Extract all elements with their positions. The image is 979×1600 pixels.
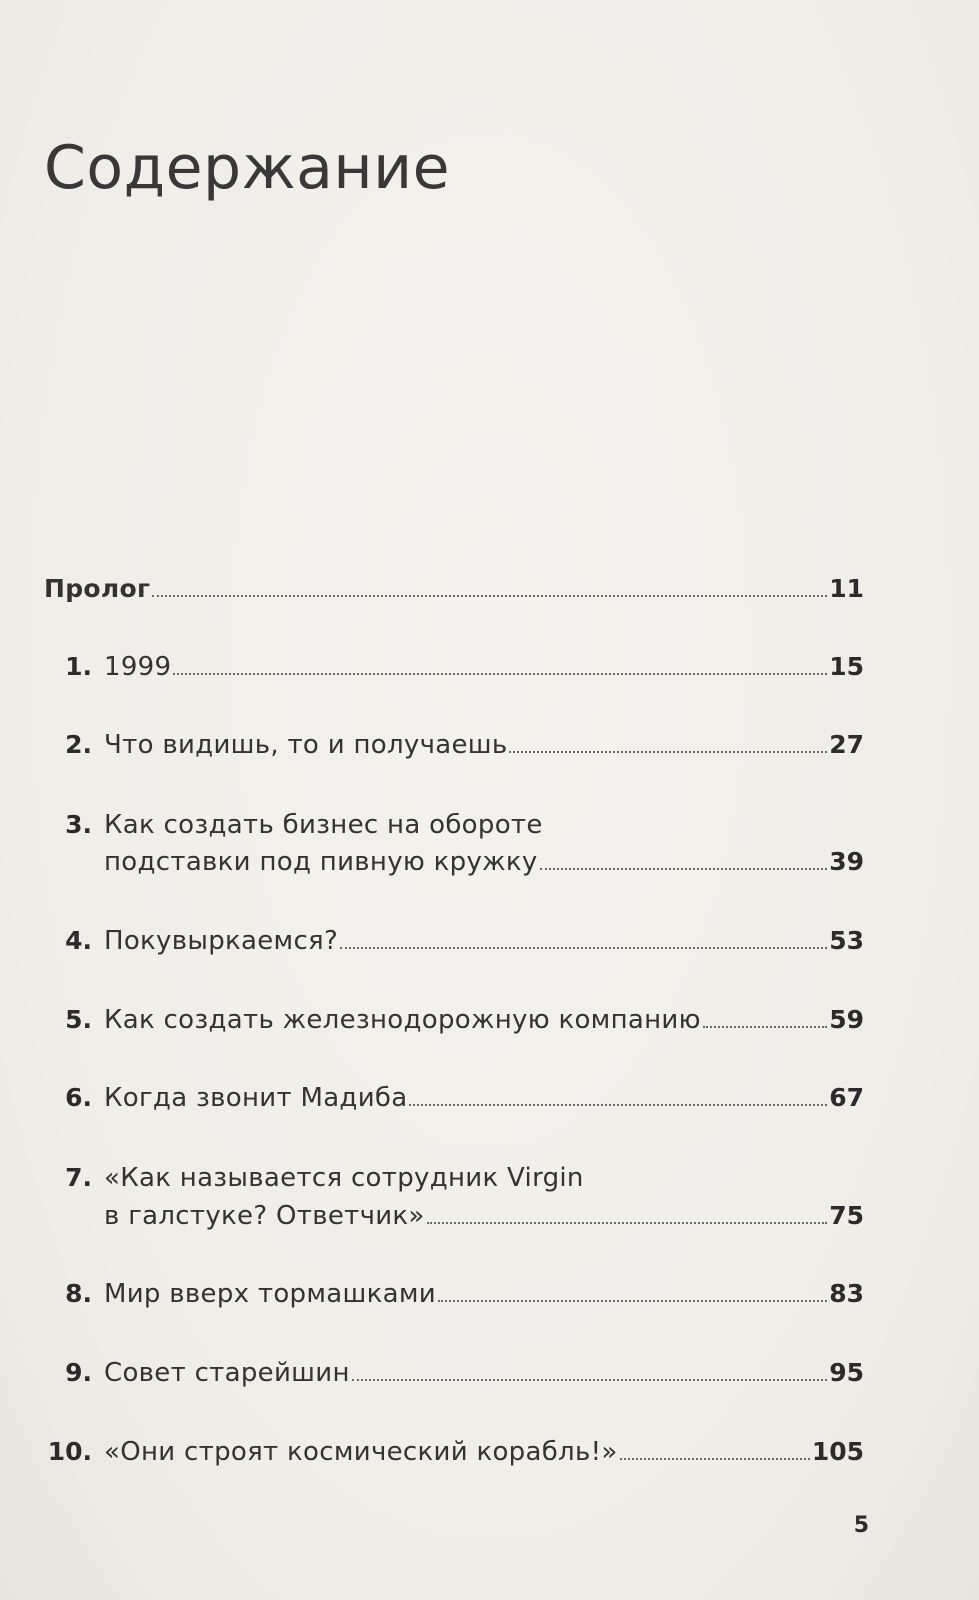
page-number: 5: [853, 1513, 869, 1538]
toc-entry-chapter-1[interactable]: [104, 650, 864, 684]
chapter-number: 5.: [65, 1005, 92, 1034]
dot-leader: [620, 1458, 810, 1460]
toc-page-number: 67: [829, 1083, 864, 1112]
toc-page-number: 27: [829, 730, 864, 759]
toc-entry-chapter-10[interactable]: [104, 1435, 864, 1469]
dot-leader: [352, 1379, 827, 1381]
chapter-number: 8.: [65, 1279, 92, 1308]
toc-page-number: 53: [829, 926, 864, 955]
chapter-number: 1.: [65, 652, 92, 681]
toc-page-number: 11: [829, 574, 864, 603]
toc-page-number: 83: [829, 1279, 864, 1308]
dot-leader: [540, 868, 828, 870]
toc-entry-prologue[interactable]: [44, 572, 864, 606]
toc-entry-chapter-3[interactable]: [104, 845, 864, 879]
dot-leader: [509, 751, 827, 753]
chapter-title-continued: в галстуке? Ответчик»: [104, 1201, 425, 1231]
chapter-title-continued: подставки под пивную кружку: [104, 847, 538, 877]
dot-leader: [340, 947, 827, 949]
chapter-title: Совет старейшин: [104, 1358, 350, 1388]
toc-entry-chapter-8[interactable]: [104, 1277, 864, 1311]
toc-entry-chapter-4[interactable]: [104, 924, 864, 958]
toc-entry-chapter-6[interactable]: [104, 1081, 864, 1115]
chapter-number: 9.: [65, 1358, 92, 1387]
dot-leader: [427, 1222, 828, 1224]
chapter-title: «Как называется сотрудник Virgin: [104, 1163, 584, 1193]
chapter-title: «Они строят космический корабль!»: [104, 1437, 618, 1467]
dot-leader: [173, 673, 827, 675]
chapter-title: Когда звонит Мадиба: [104, 1083, 408, 1113]
chapter-number: 3.: [65, 810, 92, 839]
chapter-title: Мир вверх тормашками: [104, 1279, 436, 1309]
toc-entry-label: Пролог: [44, 574, 151, 603]
toc-entry-chapter-7-line-1[interactable]: [104, 1161, 864, 1195]
toc-entry-chapter-7[interactable]: [104, 1199, 864, 1233]
chapter-title: Как создать бизнес на обороте: [104, 810, 543, 840]
toc-page-number: 15: [829, 652, 864, 681]
chapter-number: 4.: [65, 926, 92, 955]
toc-page-number: 95: [829, 1358, 864, 1387]
toc-entry-chapter-5[interactable]: [104, 1003, 864, 1037]
toc-entry-chapter-2[interactable]: [104, 728, 864, 762]
toc-entry-chapter-9[interactable]: [104, 1356, 864, 1390]
toc-page-number: 105: [811, 1437, 864, 1466]
chapter-number: 2.: [65, 730, 92, 759]
chapter-number: 7.: [65, 1163, 92, 1192]
toc-entry-chapter-3-line-1[interactable]: [104, 808, 864, 842]
dot-leader: [409, 1104, 827, 1106]
chapter-title: Покувыркаемся?: [104, 926, 339, 956]
toc-page-number: 75: [829, 1201, 864, 1230]
chapter-number: 6.: [65, 1083, 92, 1112]
chapter-number: 10.: [47, 1437, 92, 1466]
toc-page-number: 39: [829, 847, 864, 876]
toc-page-number: 59: [829, 1005, 864, 1034]
chapter-title: Что видишь, то и получаешь: [104, 730, 508, 760]
chapter-title: Как создать железнодорожную компанию: [104, 1005, 701, 1035]
dot-leader: [438, 1300, 827, 1302]
dot-leader: [703, 1026, 827, 1028]
chapter-title: 1999: [104, 652, 172, 682]
page-title: Содержание: [44, 133, 451, 203]
dot-leader: [152, 595, 827, 597]
